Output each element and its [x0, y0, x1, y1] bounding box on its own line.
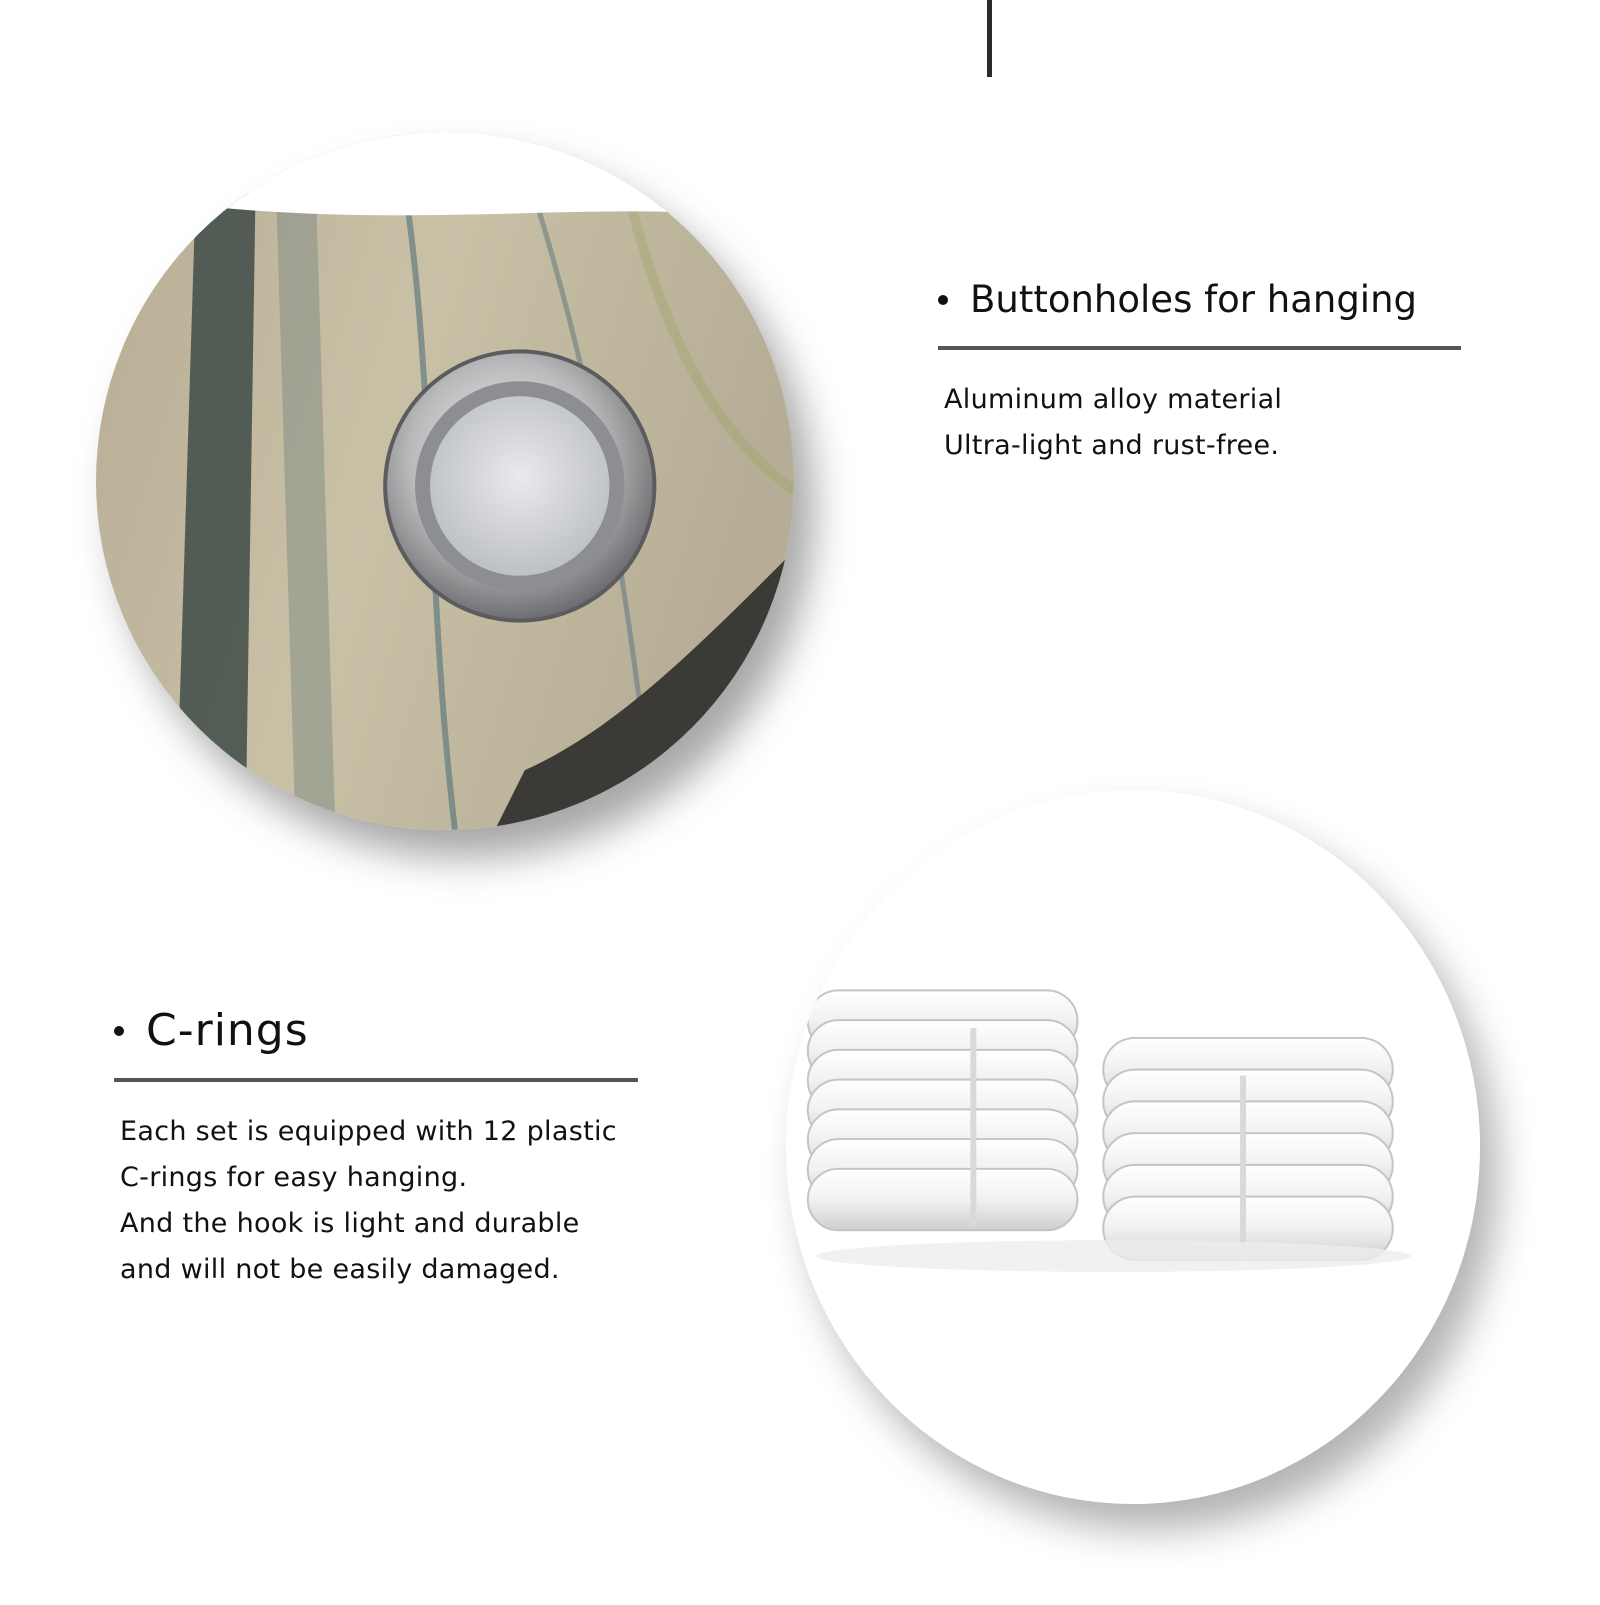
c-rings-divider: [114, 1078, 638, 1082]
bullet-dot-icon: [938, 295, 948, 305]
c-rings-heading-text: C-rings: [146, 1005, 309, 1056]
c-rings-heading: [114, 1005, 309, 1056]
bullet-dot-icon: [114, 1026, 124, 1036]
top-divider-line: [987, 0, 992, 77]
buttonholes-divider: [938, 346, 1461, 350]
c-rings-line-2: C-rings for easy hanging.: [120, 1162, 468, 1193]
c-rings-line-4: and will not be easily damaged.: [120, 1254, 560, 1285]
c-rings-line-1: Each set is equipped with 12 plastic: [120, 1116, 617, 1147]
grommet-illustration: [96, 132, 794, 830]
c-rings-line-3: And the hook is light and durable: [120, 1208, 580, 1239]
grommet-photo: [96, 132, 794, 830]
buttonholes-heading: [938, 278, 1417, 321]
buttonholes-description: [944, 377, 1282, 469]
c-rings-illustration: [786, 790, 1480, 1504]
buttonholes-line-2: Ultra-light and rust-free.: [944, 430, 1280, 461]
buttonholes-heading-text: Buttonholes for hanging: [970, 278, 1418, 321]
buttonholes-line-1: Aluminum alloy material: [944, 384, 1283, 415]
c-rings-photo: [786, 790, 1480, 1504]
c-rings-description: [120, 1109, 617, 1293]
